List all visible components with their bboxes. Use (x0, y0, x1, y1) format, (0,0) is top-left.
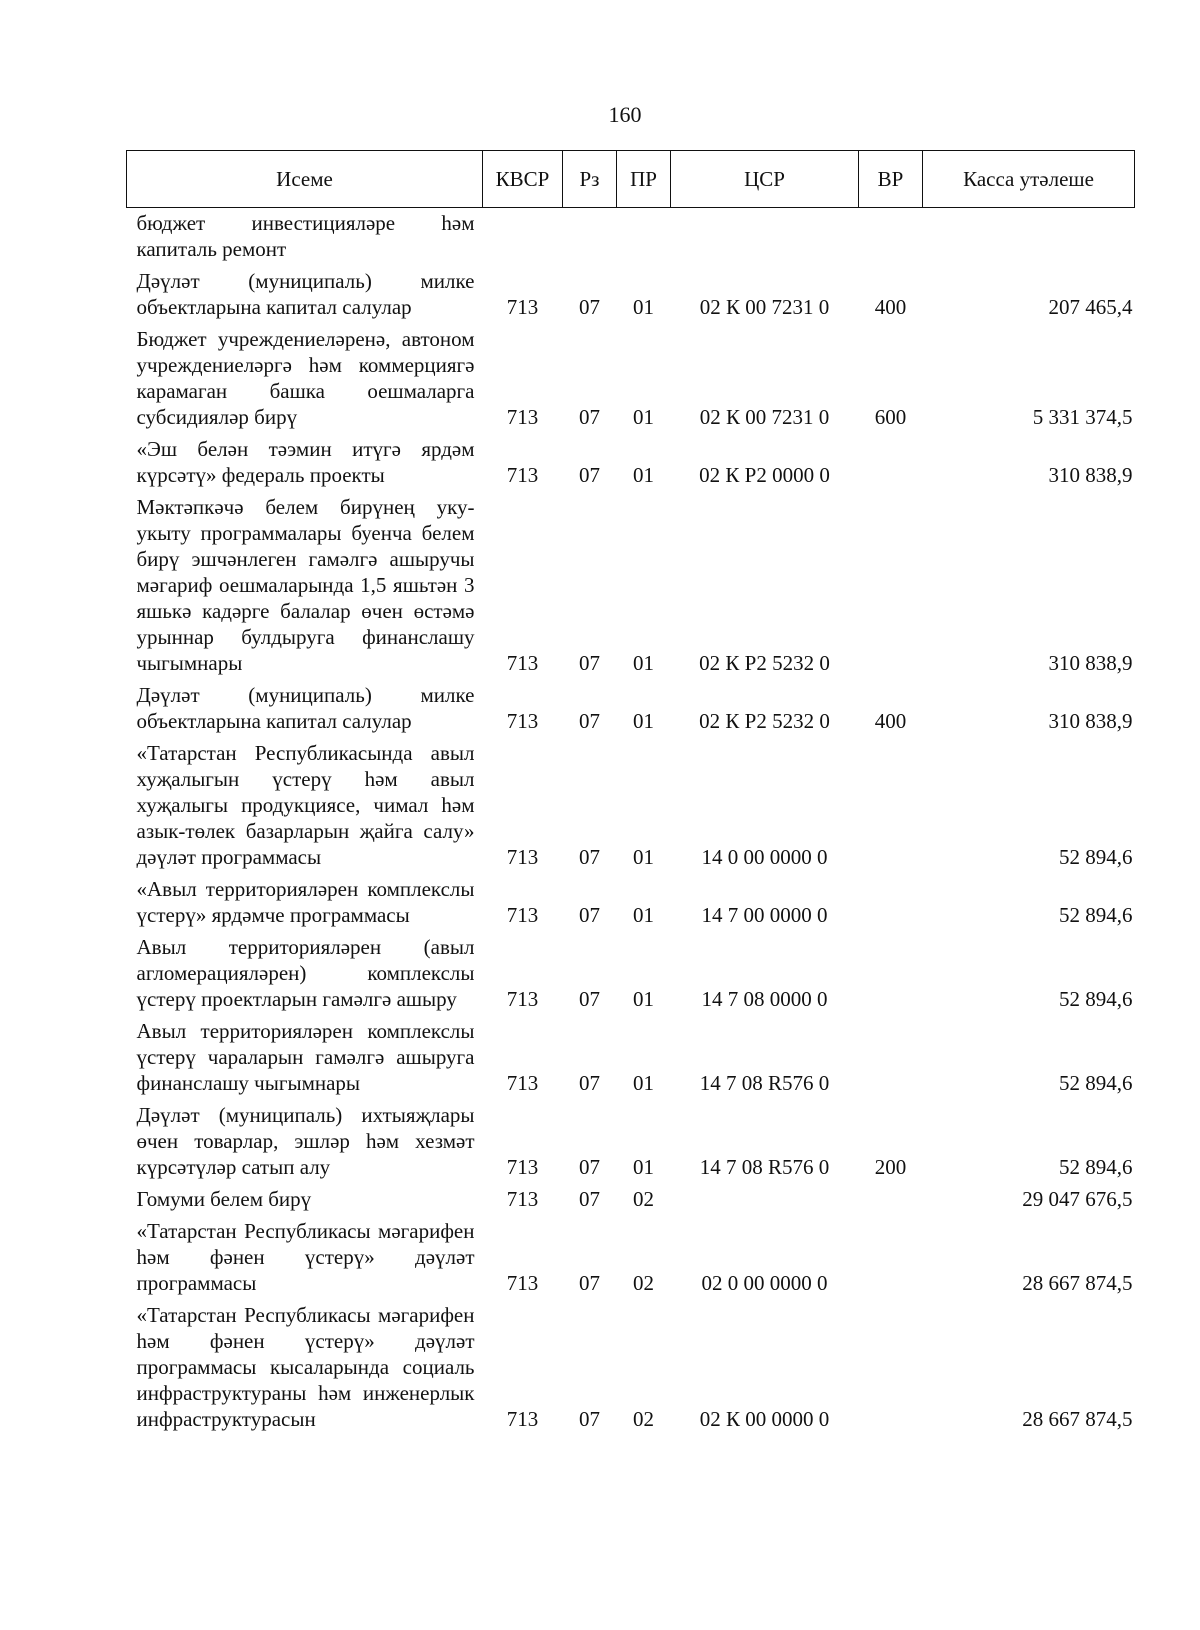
header-pr: ПР (617, 151, 671, 208)
row-pr: 02 (633, 1271, 654, 1295)
row-csr: 14 7 08 R576 0 (699, 1071, 830, 1095)
row-kassa: 52 894,6 (1059, 1071, 1133, 1095)
row-rz: 07 (579, 903, 600, 927)
row-pr: 01 (633, 987, 654, 1011)
row-rz: 07 (579, 987, 600, 1011)
row-pr (617, 208, 671, 263)
row-pr: 01 (633, 651, 654, 675)
row-kvsr: 713 (506, 987, 539, 1011)
header-kassa: Касса утәлеше (923, 151, 1135, 208)
row-vr (859, 1212, 923, 1296)
row-kvsr: 713 (506, 709, 539, 733)
row-kassa: 5 331 374,5 (1032, 405, 1133, 429)
row-rz: 07 (579, 295, 600, 319)
row-csr: 14 7 00 0000 0 (701, 903, 828, 927)
row-vr (859, 928, 923, 1012)
row-pr: 02 (633, 1407, 654, 1431)
row-rz: 07 (579, 1407, 600, 1431)
row-vr (859, 870, 923, 928)
row-rz: 07 (579, 709, 600, 733)
row-kassa (923, 208, 1135, 263)
row-csr: 02 0 00 0000 0 (701, 1271, 828, 1295)
row-csr: 02 К Р2 0000 0 (699, 463, 830, 487)
row-kassa: 28 667 874,5 (1022, 1407, 1133, 1431)
row-name: «Эш белән тәэмин итүгә ярдәм күрсәтү» федераль проекты (136, 437, 475, 487)
row-name: «Авыл территорияләрен комплекслы үстерү» ярдәмче программасы (136, 877, 475, 927)
row-csr: 02 К 00 7231 0 (699, 405, 830, 429)
row-pr: 01 (633, 1155, 654, 1179)
row-kassa: 207 465,4 (1048, 295, 1133, 319)
row-rz: 07 (579, 463, 600, 487)
row-pr: 01 (633, 295, 654, 319)
row-name: бюджет инвестицияләре һәм капиталь ремонт (136, 211, 475, 261)
row-pr: 01 (633, 845, 654, 869)
row-csr: 02 К Р2 5232 0 (699, 651, 830, 675)
row-pr: 01 (633, 709, 654, 733)
table-row (127, 208, 1135, 263)
row-rz: 07 (579, 845, 600, 869)
row-kassa: 310 838,9 (1048, 709, 1133, 733)
row-csr (671, 1180, 859, 1212)
row-vr (859, 1296, 923, 1432)
row-csr: 02 К 00 0000 0 (699, 1407, 830, 1431)
table-row (127, 1012, 1135, 1096)
row-rz: 07 (579, 1155, 600, 1179)
table-row (127, 430, 1135, 488)
row-kassa: 28 667 874,5 (1022, 1271, 1133, 1295)
row-vr: 400 (874, 295, 907, 319)
row-kassa: 52 894,6 (1059, 845, 1133, 869)
row-name: Мәктәпкәчә белем бирүнең уку-укыту программалары буенча белем бирү эшчәнлеген гамәлгә ашыручы мәгариф оешмаларында 1,5 яшьтән 3 яшькә кадәрге балалар өчен өстәмә урыннар булдыруга финанслашу чыгымнары (136, 495, 475, 675)
table-header-row (127, 151, 1135, 208)
row-kvsr: 713 (506, 1155, 539, 1179)
row-pr: 01 (633, 405, 654, 429)
row-kvsr: 713 (506, 405, 539, 429)
row-name: Дәүләт (муниципаль) ихтыяҗлары өчен товарлар, эшләр һәм хезмәт күрсәтүләр сатып алу (136, 1103, 475, 1179)
header-name: Исеме (127, 151, 483, 208)
row-vr: 200 (874, 1155, 907, 1179)
table-row (127, 676, 1135, 734)
row-csr: 14 0 00 0000 0 (701, 845, 828, 869)
header-vr: ВР (859, 151, 923, 208)
row-name: Авыл территорияләрен (авыл агломерацияләрен) комплекслы үстерү проектларын гамәлгә ашыру (136, 935, 475, 1011)
table-row (127, 262, 1135, 320)
row-name: «Татарстан Республикасы мәгарифен һәм фәнен үстерү» дәүләт программасы (136, 1219, 475, 1295)
row-kvsr: 713 (506, 903, 539, 927)
row-vr (859, 1180, 923, 1212)
row-vr (859, 1012, 923, 1096)
row-name: «Татарстан Республикасы мәгарифен һәм фәнен үстерү» дәүләт программасы кысаларында социаль инфраструктураны һәм инженерлык инфраструктурасын (136, 1303, 475, 1431)
table-row (127, 488, 1135, 676)
row-kvsr: 713 (506, 651, 539, 675)
row-name: Авыл территорияләрен комплекслы үстерү чараларын гамәлгә ашыруга финанслашу чыгымнары (136, 1019, 475, 1095)
page-number: 160 (608, 102, 642, 127)
row-rz: 07 (579, 651, 600, 675)
table-row (127, 1212, 1135, 1296)
header-kvsr: КВСР (483, 151, 563, 208)
row-name: Дәүләт (муниципаль) милке объектларына капитал салулар (136, 269, 475, 319)
row-kvsr: 713 (506, 1187, 539, 1211)
row-pr: 02 (633, 1187, 654, 1211)
row-name: Гомуми белем бирү (136, 1187, 312, 1211)
table-row (127, 1296, 1135, 1432)
table-row (127, 928, 1135, 1012)
row-kvsr: 713 (506, 463, 539, 487)
row-kassa: 52 894,6 (1059, 1155, 1133, 1179)
row-name: Бюджет учреждениеләренә, автоном учреждениеләргә һәм коммерциягә карамаган башка оешмаларга субсидияләр бирү (136, 327, 475, 429)
row-kvsr: 713 (506, 1071, 539, 1095)
table-row (127, 320, 1135, 430)
row-pr: 01 (633, 463, 654, 487)
table-row (127, 734, 1135, 870)
row-vr (859, 488, 923, 676)
row-rz (563, 208, 617, 263)
row-kvsr: 713 (506, 295, 539, 319)
row-name: «Татарстан Республикасында авыл хуҗалыгын үстерү һәм авыл хуҗалыгы продукциясе, чимал һәм азык-төлек базарларын җайга салу» дәүләт программасы (136, 741, 475, 869)
row-kvsr: 713 (506, 1407, 539, 1431)
row-rz: 07 (579, 1071, 600, 1095)
row-csr: 14 7 08 R576 0 (699, 1155, 830, 1179)
row-pr: 01 (633, 903, 654, 927)
row-rz: 07 (579, 405, 600, 429)
row-name: Дәүләт (муниципаль) милке объектларына капитал салулар (136, 683, 475, 733)
row-vr (859, 430, 923, 488)
row-csr: 14 7 08 0000 0 (701, 987, 828, 1011)
row-pr: 01 (633, 1071, 654, 1095)
row-vr (859, 734, 923, 870)
header-csr: ЦСР (671, 151, 859, 208)
row-kassa: 29 047 676,5 (1022, 1187, 1133, 1211)
table-row (127, 870, 1135, 928)
row-kvsr: 713 (506, 1271, 539, 1295)
table-row (127, 1096, 1135, 1180)
row-kassa: 310 838,9 (1048, 651, 1133, 675)
row-kassa: 52 894,6 (1059, 903, 1133, 927)
row-csr (671, 208, 859, 263)
row-csr: 02 К Р2 5232 0 (699, 709, 830, 733)
row-kvsr: 713 (506, 845, 539, 869)
table-row (127, 1180, 1135, 1212)
header-rz: Рз (563, 151, 617, 208)
row-csr: 02 К 00 7231 0 (699, 295, 830, 319)
row-kassa: 310 838,9 (1048, 463, 1133, 487)
row-vr: 600 (874, 405, 907, 429)
row-vr (859, 208, 923, 263)
row-vr: 400 (874, 709, 907, 733)
row-kvsr (483, 208, 563, 263)
row-rz: 07 (579, 1187, 600, 1211)
budget-table (126, 150, 1135, 1432)
row-rz: 07 (579, 1271, 600, 1295)
row-kassa: 52 894,6 (1059, 987, 1133, 1011)
